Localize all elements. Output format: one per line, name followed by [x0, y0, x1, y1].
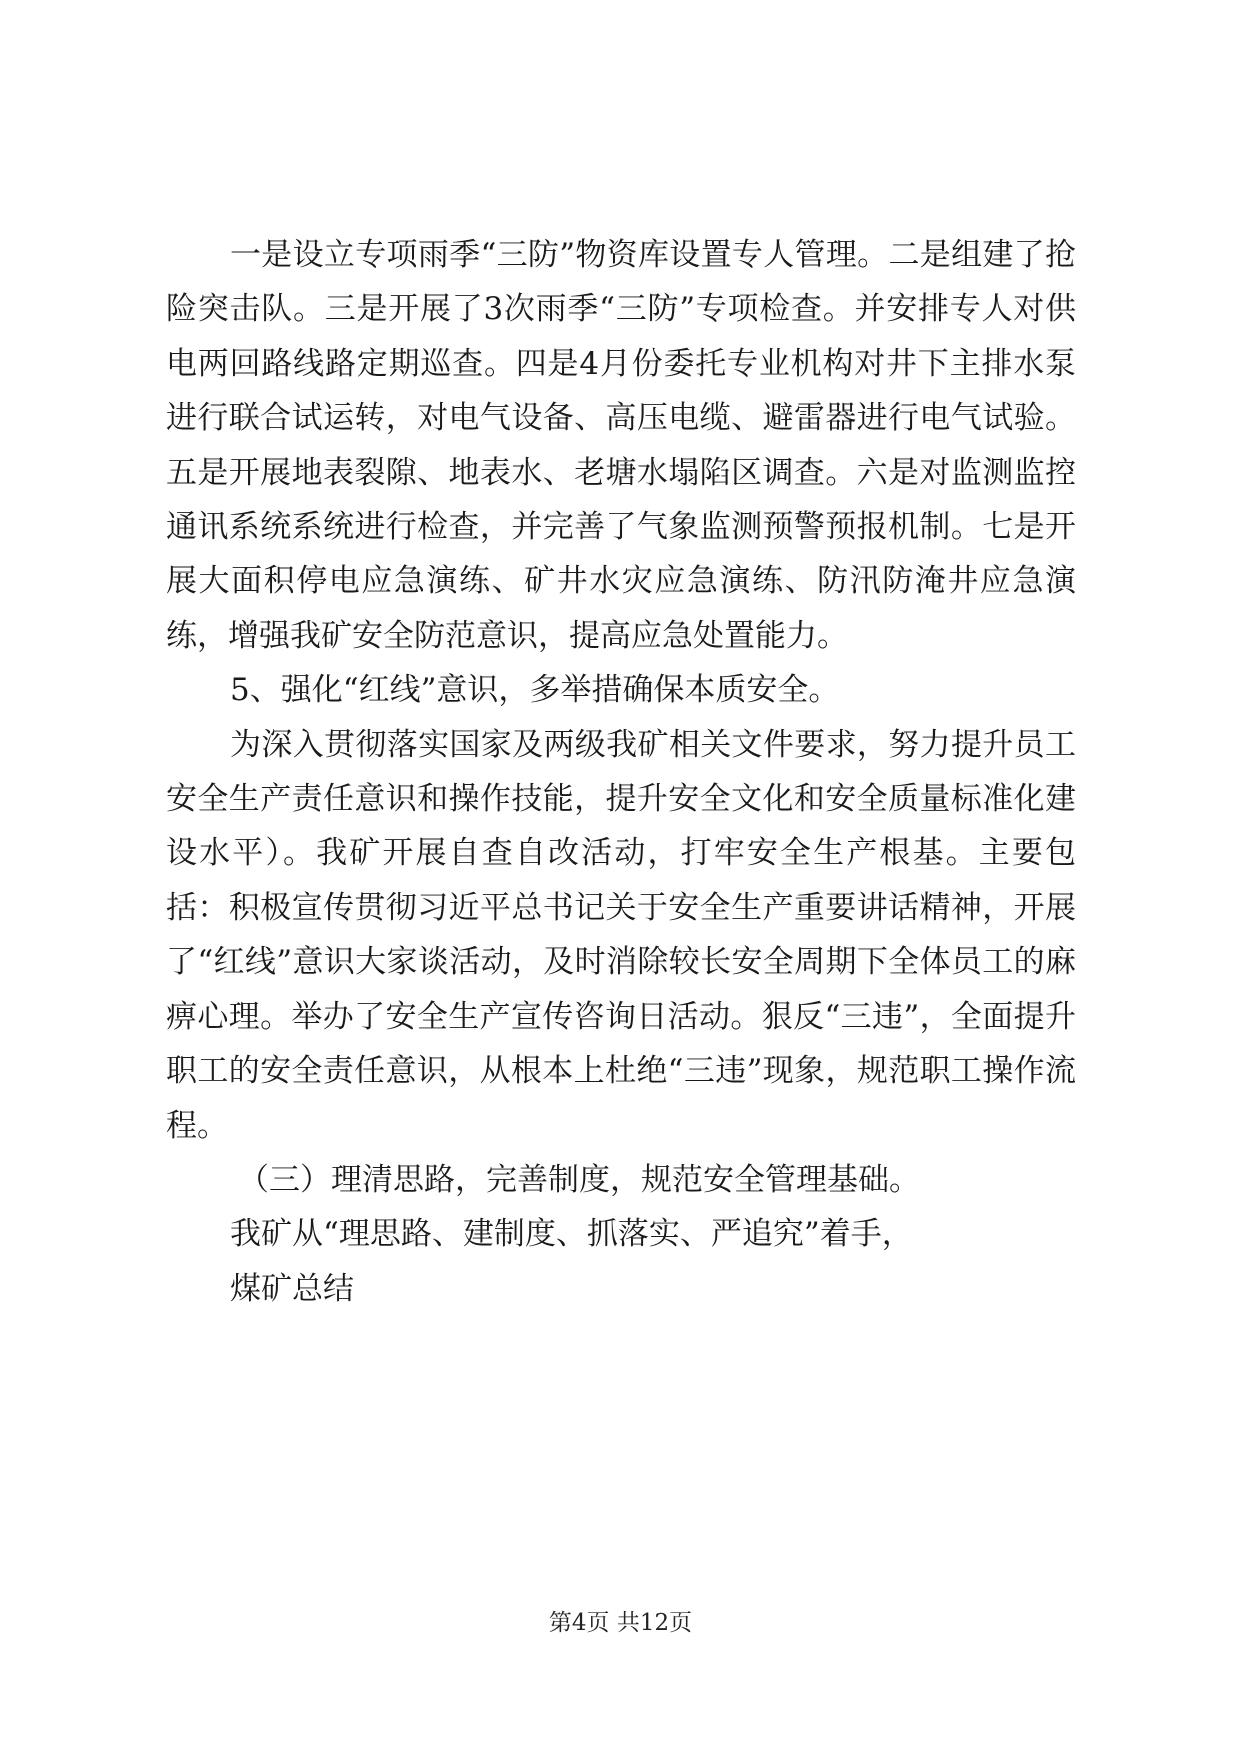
page-number-footer: 第4页 共12页 [548, 1610, 693, 1636]
section-heading-red-line: 5、强化“红线”意识，多举措确保本质安全。 [230, 672, 840, 709]
section-heading-management-basis: （三）理清思路，完善制度，规范安全管理基础。 [238, 1161, 920, 1198]
paragraph-mine-approach: 我矿从“理思路、建制度、抓落实、严追究”着手， [230, 1216, 913, 1253]
paragraph-rainy-season-measures: 一是设立专项雨季“三防”物资库设置专人管理。二是组建了抢险突击队。三是开展了3次雨季“三防”专项检查。并安排专人对供电两回路线路定期巡查。四是4月份委托专业机构对井下主排水泵进行联合试运转，对电气设备、高压电缆、避雷器进行电气试验。五是开展地表裂隙、地表水、老塘水塌陷区调查。六是对监测监控通讯系统系统进行检查，并完善了气象监测预警预报机制。七是开展大面积停电应急演练、矿井水灾应急演练、防汛防淹井应急演练，增强我矿安全防范意识，提高应急处置能力。 [166, 237, 1076, 654]
paragraph-coal-mine-summary: 煤矿总结 [230, 1270, 354, 1307]
paragraph-red-line-awareness: 为深入贯彻落实国家及两级我矿相关文件要求，努力提升员工安全生产责任意识和操作技能，提升安全文化和安全质量标准化建设水平）。我矿开展自查自改活动，打牢安全生产根基。主要包括：积极宣传贯彻习近平总书记关于安全生产重要讲话精神，开展了“红线”意识大家谈活动，及时消除较长安全周期下全体员工的麻痹心理。举办了安全生产宣传咨询日活动。狠反“三违”，全面提升职工的安全责任意识，从根本上杜绝“三违”现象，规范职工操作流程。 [166, 726, 1076, 1144]
document-body [166, 228, 1076, 1316]
